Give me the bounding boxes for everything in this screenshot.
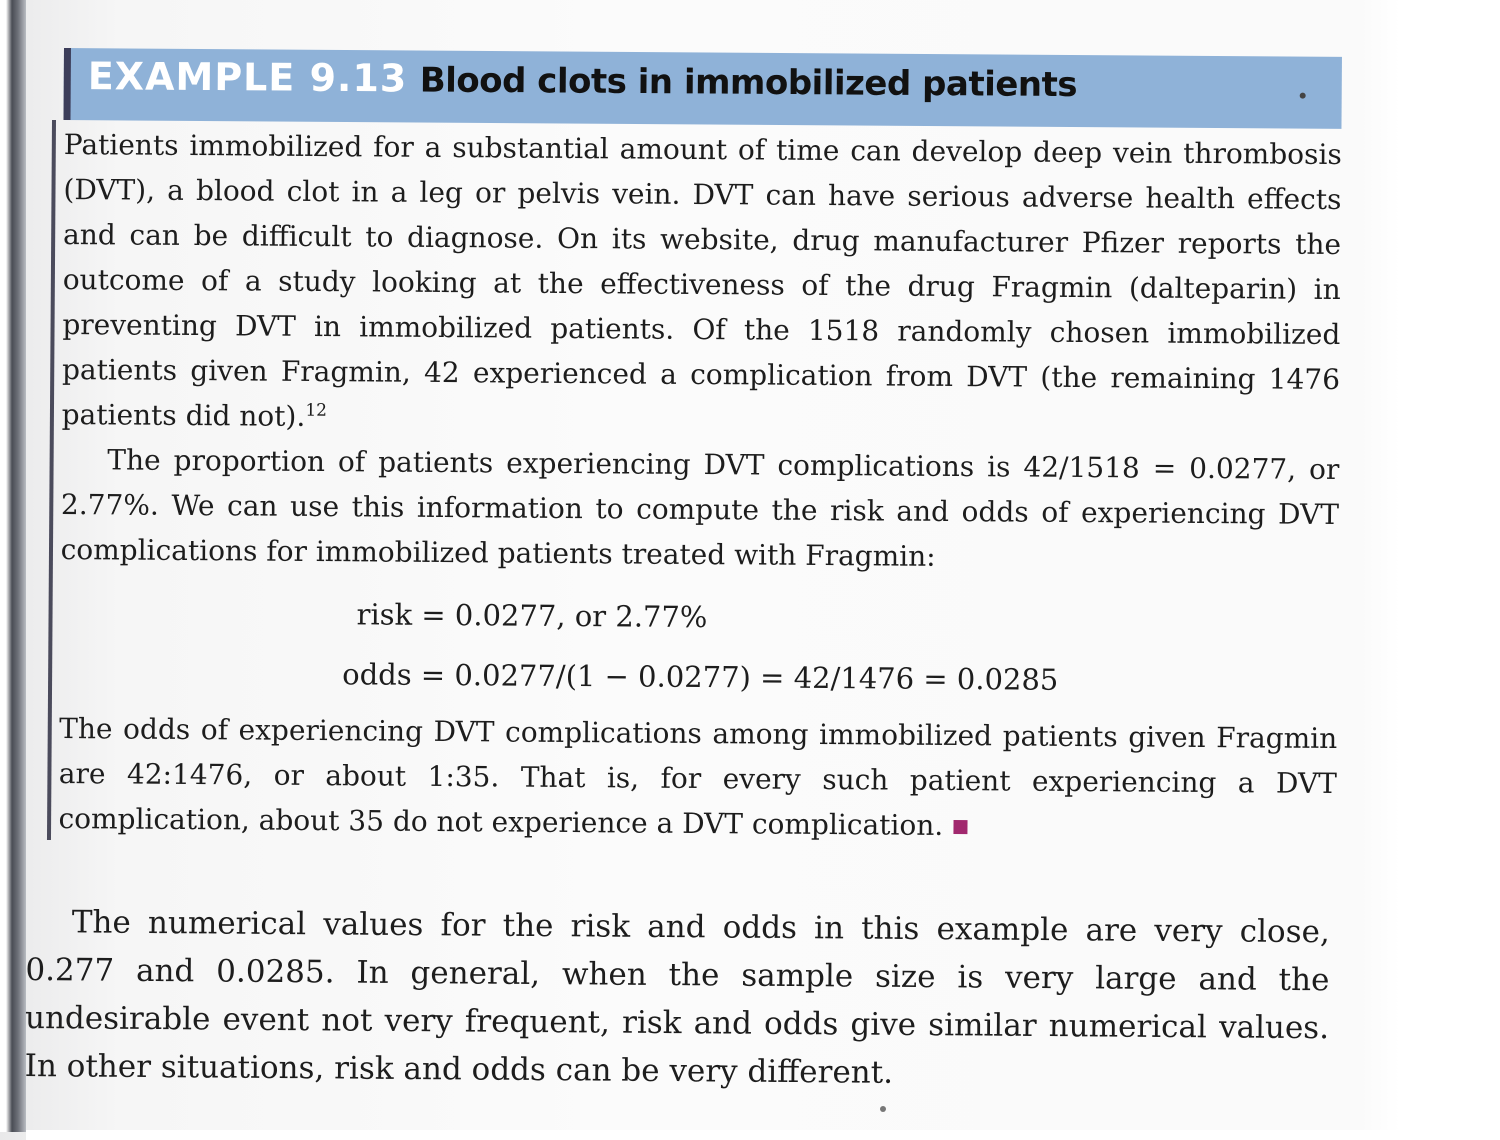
example-title: Blood clots in immobilized patients [419, 60, 1078, 106]
equation-risk [60, 582, 1338, 652]
page-bottom-edge [26, 1130, 1500, 1140]
equation-rhs: = 0.0277/(1 − 0.0277) = 42/1476 = 0.0285 [420, 657, 1059, 697]
example-paragraph-3-text: The odds of experiencing DVT complications among immobilized patients given Fragmin are 42:1476, or about 1:35. That is, for every such patient experiencing a DVT complication, about 35 do not experience a DVT complication. [58, 711, 1338, 842]
end-of-example-marker [953, 820, 967, 834]
page-dot [880, 1106, 886, 1112]
book-spine-shadow [0, 0, 26, 1132]
footnote-reference: 12 [305, 400, 328, 421]
main-text-paragraph: The numerical values for the risk and odds in this example are very close, 0.277 and 0.0285. In general, when the sample size is very large and the undesirable event not very frequent, risk and odds give similar numerical values. In other situations, risk and odds can be very different. [24, 904, 1330, 1091]
example-paragraph-3 [58, 706, 1337, 851]
example-paragraph-2: The proportion of patients experiencing DVT complications is 42/1518 = 0.0277, or 2.77%. We can use this information to compute the risk and odds of experiencing DVT complications for immobilized patients treated with Fragmin: [60, 443, 1340, 573]
equation-lhs: odds [342, 657, 412, 692]
header-dot [1300, 93, 1306, 99]
example-paragraph-1 [62, 122, 1342, 447]
main-text [24, 898, 1329, 1100]
example-header [63, 48, 1341, 129]
example-paragraph-1-text: Patients immobilized for a substantial amount of time can develop deep vein thrombosis (DVT), a blood clot in a leg or pelvis vein. DVT can have serious adverse health effects and can be difficult to diagnose. On its website, drug manufacturer Pfizer reports the outcome of a study looking at the effectiveness of the drug Fragmin (dalteparin) in preventing DVT in immobilized patients. Of the 1518 randomly chosen immobilized patients given Fragmin, 42 experienced a complication from DVT (the remaining 1476 patients did not). [61, 127, 1342, 433]
example-header-bar [63, 48, 71, 120]
equation-lhs: risk [356, 597, 413, 632]
equation-rhs: = 0.0277, or 2.77% [421, 597, 708, 635]
equation-block [59, 582, 1338, 712]
equation-odds [59, 642, 1337, 712]
example-side-rule [47, 120, 56, 840]
example-body [58, 122, 1342, 851]
example-label: EXAMPLE 9.13 [87, 54, 408, 101]
